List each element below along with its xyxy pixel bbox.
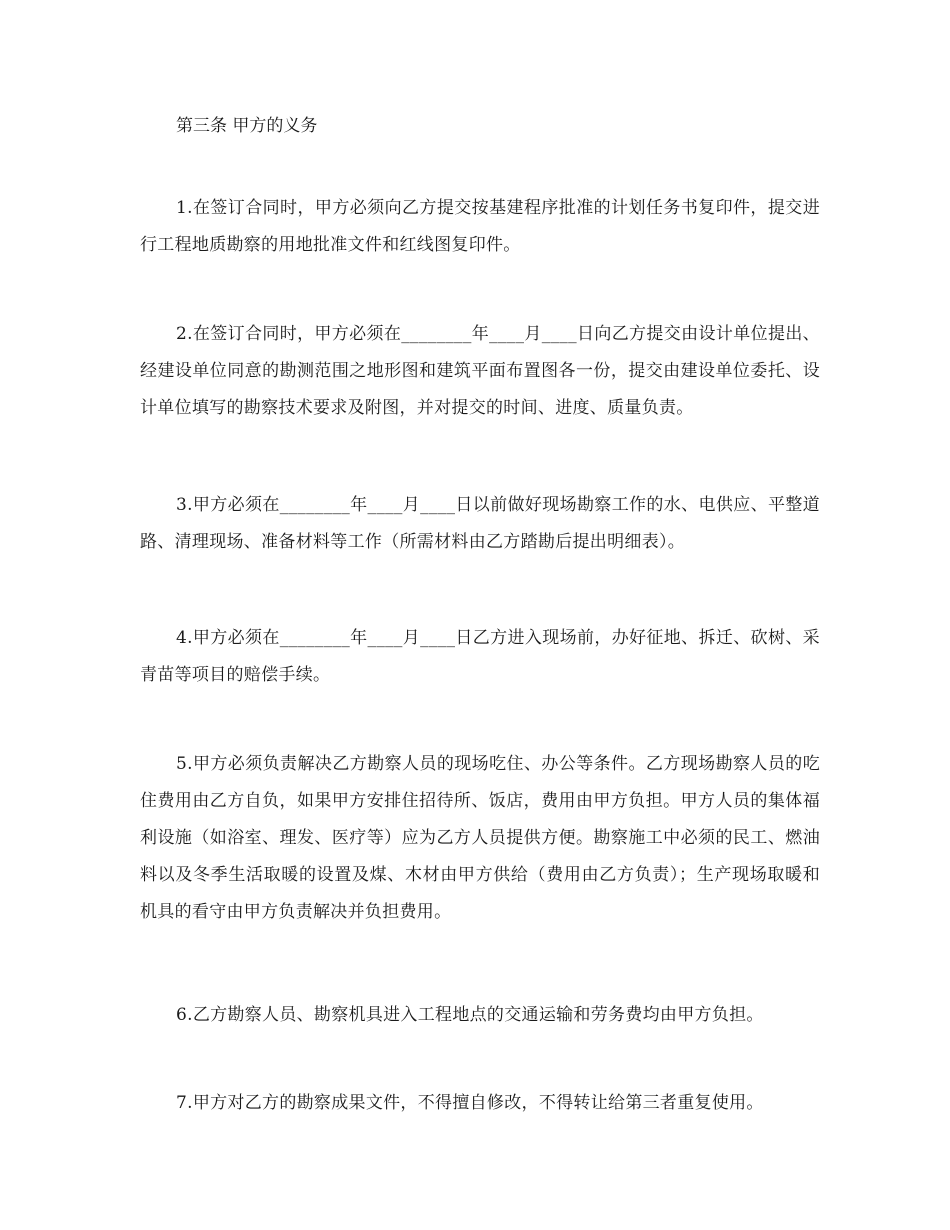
clause-3: 3.甲方必须在________年____月____日以前做好现场勘察工作的水、电供应、平整道路、清理现场、准备材料等工作（所需材料由乙方踏勘后提出明细表）。 bbox=[140, 495, 820, 552]
clause-4: 4.甲方必须在________年____月____日乙方进入现场前，办好征地、拆迁、砍树、采青苗等项目的赔偿手续。 bbox=[140, 628, 820, 685]
clause-5: 5.甲方必须负责解决乙方勘察人员的现场吃住、办公等条件。乙方现场勘察人员的吃住费用由乙方自负，如果甲方安排住招待所、饭店，费用由甲方负担。甲方人员的集体福利设施（如浴室、理发、医疗等）应为乙方人员提供方便。勘察施工中必须的民工、燃油料以及冬季生活取暖的设置及煤、木材由甲方供给（费用由乙方负责）；生产现场取暖和机具的看守由甲方负责解决并负担费用。 bbox=[140, 754, 820, 922]
section-heading: 第三条 甲方的义务 bbox=[176, 116, 318, 136]
clause-1: 1.在签订合同时，甲方必须向乙方提交按基建程序批准的计划任务书复印件，提交进行工程地质勘察的用地批准文件和红线图复印件。 bbox=[140, 198, 820, 255]
clause-6: 6.乙方勘察人员、勘察机具进入工程地点的交通运输和劳务费均由甲方负担。 bbox=[176, 1005, 764, 1025]
clause-2: 2.在签订合同时，甲方必须在________年____月____日向乙方提交由设计单位提出、经建设单位同意的勘测范围之地形图和建筑平面布置图各一份，提交由建设单位委托、设计单位填写的勘察技术要求及附图，并对提交的时间、进度、质量负责。 bbox=[140, 324, 820, 418]
clause-7: 7.甲方对乙方的勘察成果文件，不得擅自修改，不得转让给第三者重复使用。 bbox=[176, 1093, 764, 1113]
